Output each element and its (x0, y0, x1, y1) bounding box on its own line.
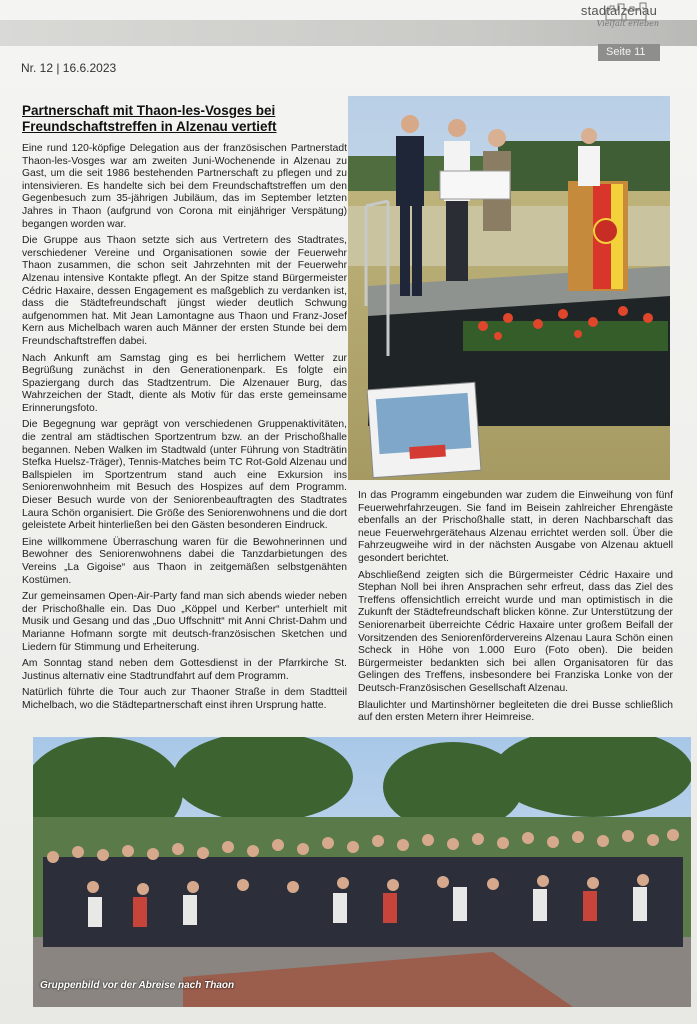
photo-check-presentation (348, 96, 670, 480)
paragraph: Abschließend zeigten sich die Bürgermeister Cédric Haxaire und Stephan Noll bei ihren Ansprachen sehr erfreut, dass das Ziel des Treffens offensichtlich erreicht wurde und man optimistisch in die Zukunft der Städtefreundschaft blicken könne. Zur Unterstützung der Seniorenarbeit überreichte Cédric Haxaire unter großem Beifall der Vorsitzenden des Seniorenfördervereins Alzenau Laura Schön einen Scheck in Höhe von 1.000 Euro (Foto oben). Die beiden Bürgermeister bedankten sich bei allen Organisatoren für das Gelingen des Treffens, insbesondere bei Franziska Lonke von der Deutsch-Französischen Gesellschaft Alzenau. (358, 569, 673, 694)
photo-group-image (33, 737, 691, 1007)
photo-group (33, 737, 691, 1007)
issue-number: Nr. 12 | 16.6.2023 (21, 61, 117, 75)
paragraph: Zur gemeinsamen Open-Air-Party fand man sich abends wieder neben der Prischoßhalle ein. Das Duo „Köppel und Kerber“ unterhielt mit Musik und Gesang und das „Duo Uffschnitt“ mit Anni Christ-Dahm und Marianne Hofmann sorgte mit deutsch-französischen Sketchen und Liedern für Stimmung und Erheiterung. (22, 591, 347, 653)
paragraph: Blaulichter und Martinshörner begleiteten die drei Busse schließlich auf den ersten Metern ihrer Heimreise. (358, 699, 673, 724)
article-left-column (22, 143, 347, 717)
paragraph: Natürlich führte die Tour auch zur Thaoner Straße in dem Stadtteil Michelbach, wo die Städtepartnerschaft einst ihren Ursprung hatte. (22, 687, 347, 711)
article-headline: Partnerschaft mit Thaon-les-Vosges bei Freundschaftstreffen in Alzenau vertieft (22, 103, 277, 134)
paragraph: Die Gruppe aus Thaon setzte sich aus Vertretern des Stadtrates, verschiedener Vereine und Organisationen sowie der Feuerwehr Thaon zusammen, die schon seit Jahrzehnten mit der Feuerwehr Alzenau intensive Kontakte pflegt. An der Spitze stand Bürgermeister Cédric Haxaire, dessen Engagement es maßgeblich zu verdanken ist, dass die Städtefreundschaft jüngst wieder deutlich Schwung aufgenommen hat. Mit Jean Lamontagne aus Thaon und Franz-Josef Kern aus Michelbach waren auch Männer der ersten Stunde bei dem Freundschaftstreffen dabei. (22, 235, 347, 347)
paragraph: Eine willkommene Überraschung waren für die Bewohnerinnen und Bewohner des Seniorenwohnens dabei die Tanzdarbietungen des Vereins „La Gigoise“ aus Thaon in zeitgemäßen selbstgenähten Kostümen. (22, 536, 347, 586)
page-label: Seite 11 (598, 44, 660, 61)
photo-check-presentation-image (348, 96, 670, 480)
castle-icon (602, 0, 652, 22)
paragraph: Die Begegnung war geprägt von verschiedenen Gruppenaktivitäten, die zentral am städtischen Sportzentrum bzw. an der Prischoßhalle begannen. Neben Walken im Stadtwald (unter Führung von Stadträtin Stefka Huelsz-Träger), Tennis-Matches beim TC Rot-Gold Alzenau und Ballspielen im Sportzentrum stand auch eine Exkursion ins Seniorenwohnheim mit Besuch des Hospizes auf dem Programm. Dieser Besuch wurde von der Seniorenbeauftragten des Stadtrates Laura Schön organisiert. Die Größe des Seniorenwohnens und die dort geleistete Arbeit hinterließen bei den Gästen besonderen Eindruck. (22, 419, 347, 532)
logo-tagline: Vielfalt erleben (596, 19, 659, 28)
paragraph: In das Programm eingebunden war zudem die Einweihung von fünf Feuerwehrfahrzeugen. Sie fand im Beisein zahlreicher Ehrengäste ebenfalls an der Prischoßhalle statt, in deren Nachbarschaft das neue Feuerwehrgerätehaus Alzenau errichtet werden soll. Über die Fahrzeugweihe wird in der nächsten Ausgabe von Alzenau aktuell gesondert berichtet. (358, 490, 673, 564)
photo-caption: Gruppenbild vor der Abreise nach Thaon (40, 980, 235, 991)
article-right-column (358, 490, 673, 729)
paragraph: Nach Ankunft am Samstag ging es bei herrlichem Wetter zur Begrüßung zunächst in den Generationenpark. Es folgte ein Spaziergang durch das Stadtzentrum. Die Alzenauer Burg, das Wahrzeichen der Stadt, diente als Motiv für das erste gemeinsame Erinnerungsfoto. (22, 352, 347, 414)
paragraph: Am Sonntag stand neben dem Gottesdienst in der Pfarrkirche St. Justinus alternativ eine Stadtrundfahrt auf dem Programm. (22, 658, 347, 682)
paragraph: Eine rund 120-köpfige Delegation aus der französischen Partnerstadt Thaon-les-Vosges war am zweiten Juni-Wochenende in Alzenau zu Gast, um die seit 1986 bestehenden Partnerschaft zu pflegen und zu intensivieren. Es handelte sich bei dem Freundschaftstreffen um den Gegenbesuch zum 35-jährigen Jubiläum, das im September letzten Jahres in Thaon (aufgrund von Corona mit einjähriger Verspätung) begangen worden war. (22, 143, 347, 230)
logo-text: stadtalzenau (580, 3, 657, 18)
header-band (0, 20, 697, 46)
